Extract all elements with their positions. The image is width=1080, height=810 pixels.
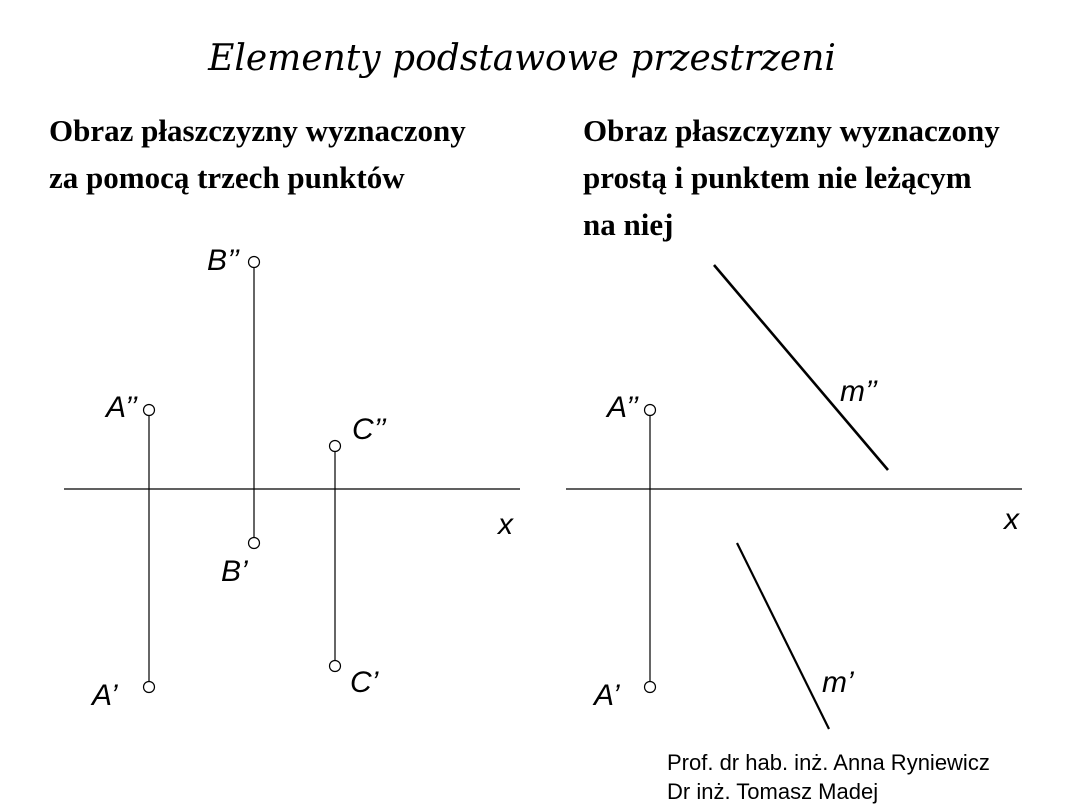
- point-b-upper: [249, 257, 260, 268]
- label-m-upper: m’’: [840, 375, 878, 408]
- point-a-lower: [144, 682, 155, 693]
- left-axis-label: x: [498, 508, 513, 541]
- right-heading-line-3: na niej: [583, 207, 674, 242]
- author-line-1: Prof. dr hab. inż. Anna Ryniewicz: [667, 750, 990, 775]
- line-m-lower: [737, 543, 829, 729]
- author-line-2: Dr inż. Tomasz Madej: [667, 779, 879, 804]
- label-a-upper: A’’: [106, 391, 138, 424]
- point-b-lower: [249, 538, 260, 549]
- right-label-a-lower: A’: [594, 679, 620, 712]
- right-heading-line-2: prostą i punktem nie leżącym: [583, 160, 972, 195]
- page-title-text: Elementy podstawowe przestrzeni: [208, 38, 836, 79]
- left-heading-line-1: Obraz płaszczyzny wyznaczony: [49, 113, 466, 148]
- label-b-lower: B’: [221, 555, 248, 588]
- label-c-lower: C’: [350, 666, 379, 699]
- label-a-lower: A’: [92, 679, 118, 712]
- label-b-upper: B’’: [207, 244, 240, 277]
- point-c-upper: [330, 441, 341, 452]
- left-heading-line-2: za pomocą trzech punktów: [49, 160, 405, 195]
- line-m-upper: [714, 265, 888, 470]
- label-m-lower: m’: [822, 666, 854, 699]
- label-c-upper: C’’: [352, 413, 386, 446]
- point-a-upper: [144, 405, 155, 416]
- point-c-lower: [330, 661, 341, 672]
- right-axis-label: x: [1004, 503, 1019, 536]
- right-point-a-upper: [645, 405, 656, 416]
- right-point-a-lower: [645, 682, 656, 693]
- right-heading-line-1: Obraz płaszczyzny wyznaczony: [583, 113, 1000, 148]
- right-label-a-upper: A’’: [607, 391, 639, 424]
